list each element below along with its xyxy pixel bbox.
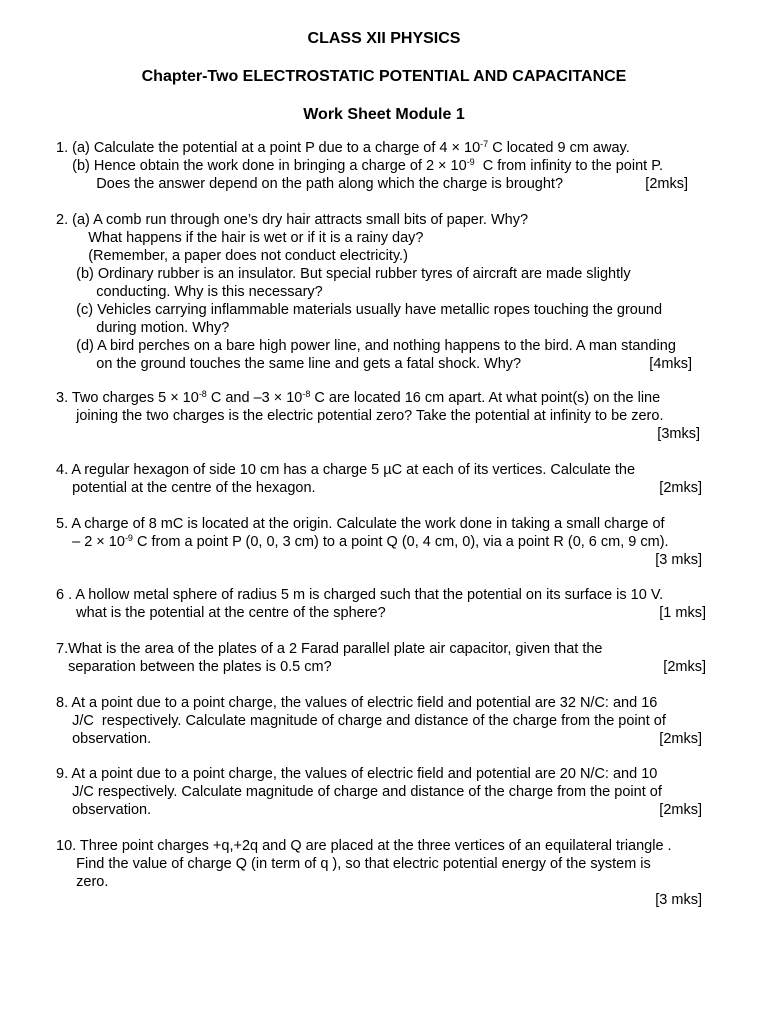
question-5-line-2: – $2 \times 10^{-9}$ C from a point P (0, 0, 3 cm) to a point Q (0, 4 cm, 0), via a point R (0, 6 cm, 9 cm). (56, 533, 669, 550)
question-5-line-1: 5. A charge of 8 mC is located at the origin. Calculate the work done in taking a small charge of (56, 516, 665, 532)
question-1-line-1: 1. (a) Calculate the potential at a point P due to a charge of $4 \times 10^{-7}$ C located 9 cm away. (56, 139, 630, 156)
question-9-line-2: J/C respectively. Calculate magnitude of charge and distance of the charge from the point of (56, 784, 662, 800)
question-1-line-3: Does the answer depend on the path along which the charge is brought? (56, 176, 564, 192)
question-2-line-2: What happens if the hair is wet or if it is a rainy day? (56, 230, 424, 246)
question-3 (56, 389, 706, 443)
question-10-marks: [3 mks] (655, 892, 702, 908)
question-2-line-4: (b) Ordinary rubber is an insulator. But special rubber tyres of aircraft are made slightly (56, 266, 631, 282)
question-9-line-1: 9. At a point due to a point charge, the values of electric field and potential are 20 N/C: and 10 (56, 766, 658, 782)
question-8-marks: [2mks] (659, 731, 702, 747)
question-7 (56, 640, 706, 676)
question-8-line-1: 8. At a point due to a point charge, the values of electric field and potential are 32 N/C: and 16 (56, 695, 658, 711)
question-8-line-2: J/C respectively. Calculate magnitude of charge and distance of the charge from the point of (56, 713, 666, 729)
question-6 (56, 586, 706, 622)
question-4-line-1: 4. A regular hexagon of side 10 cm has a charge 5 µC at each of its vertices. Calculate the (56, 462, 636, 478)
question-9-line-3: observation. (56, 802, 152, 818)
question-4 (56, 461, 706, 497)
chapter-title: Chapter-Two ELECTROSTATIC POTENTIAL AND CAPACITANCE (141, 68, 627, 85)
question-9-marks: [2mks] (659, 802, 702, 818)
question-2-line-7: during motion. Why? (56, 320, 230, 336)
question-1-marks: [2mks] (645, 176, 688, 192)
question-6-marks: [1 mks] (659, 605, 706, 621)
question-10-line-3: zero. (56, 874, 109, 890)
question-2-line-9: on the ground touches the same line and gets a fatal shock. Why? (56, 356, 522, 372)
question-1-line-2: (b) Hence obtain the work done in bringing a charge of $2 \times 10^{-9}$ C from infinity to the point P. (56, 157, 664, 174)
worksheet-title: Work Sheet Module 1 (303, 106, 465, 123)
question-3-marks: [3mks] (657, 426, 700, 442)
question-10 (56, 837, 706, 909)
question-1 (56, 139, 706, 193)
question-7-line-2: separation between the plates is 0.5 cm? (56, 659, 332, 675)
question-2-marks: [4mks] (649, 356, 692, 372)
question-10-line-1: 10. Three point charges +q,+2q and Q are placed at the three vertices of an equilateral triangle . (56, 838, 672, 854)
question-5-marks: [3 mks] (655, 552, 702, 568)
question-3-line-2: joining the two charges is the electric potential zero? Take the potential at infinity to be zero. (56, 408, 664, 424)
question-2-line-6: (c) Vehicles carrying inflammable materials usually have metallic ropes touching the ground (56, 302, 663, 318)
question-8-line-3: observation. (56, 731, 152, 747)
class-title: CLASS XII PHYSICS (307, 30, 461, 47)
question-6-line-2: what is the potential at the centre of the sphere? (56, 605, 386, 621)
question-7-line-1: 7.What is the area of the plates of a 2 Farad parallel plate air capacitor, given that the (56, 641, 603, 657)
question-2-line-8: (d) A bird perches on a bare high power line, and nothing happens to the bird. A man standing (56, 338, 676, 354)
question-4-marks: [2mks] (659, 480, 702, 496)
question-3-line-1: 3. Two charges $5 \times 10^{-8}$ C and $-3 \times 10^{-8}$ C are located 16 cm apart. At what point(s) on the line (56, 389, 661, 406)
question-9 (56, 765, 706, 819)
question-10-line-2: Find the value of charge Q (in term of q ), so that electric potential energy of the system is (56, 856, 651, 872)
question-2-line-3: (Remember, a paper does not conduct electricity.) (56, 248, 408, 264)
question-8 (56, 694, 706, 748)
question-4-line-2: potential at the centre of the hexagon. (56, 480, 316, 496)
question-2-line-5: conducting. Why is this necessary? (56, 284, 323, 300)
question-6-line-1: 6 . A hollow metal sphere of radius 5 m is charged such that the potential on its surface is 10 V. (56, 587, 664, 603)
question-2-line-1: 2. (a) A comb run through one’s dry hair attracts small bits of paper. Why? (56, 212, 529, 228)
question-5 (56, 515, 706, 569)
question-7-marks: [2mks] (663, 659, 706, 675)
question-2 (56, 211, 706, 373)
